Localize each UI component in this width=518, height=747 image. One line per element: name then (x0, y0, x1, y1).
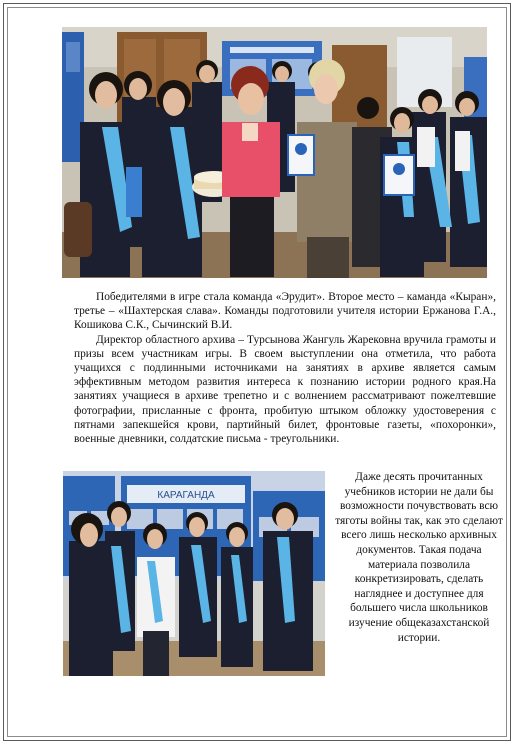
article-paragraph-winners: Победителями в игре стала команда «Эрудит». Второе место – каманда «Кыран», третье – «Шахтерская слава». Команды подготовили учителя истории Ержанова Г.А., Кошикова С.К., Сычинский В.И. (74, 291, 496, 332)
article-side-paragraph: Даже десять прочитанных учебников истории не дали бы возможности почувствовать всю тяготы войны так, как это сделают всего лишь несколько архивных документов. Такая подача материала позволила конкретизировать, сделать нагляднее и доступнее для большего числа школьников изучение общеказахстанской истории. (335, 471, 503, 644)
award-ceremony-photo (62, 27, 487, 278)
archive-exhibition-image (63, 471, 325, 676)
exhibition-banner-text: КАРАГАНДА (157, 490, 215, 501)
article-body (74, 290, 496, 446)
award-ceremony-image (62, 27, 487, 278)
archive-exhibition-photo (63, 471, 325, 676)
article-paragraph-director: Директор областного архива – Турсынова Жангуль Жарековна вручила грамоты и призы всем участникам игры. В своем выступлении она отметила, что работа учащихся с подлинными источниками на занятиях в архиве является самым эффективным методом развития интереса к познанию истории родного края.На занятиях учащиеся в архиве трепетно и с волнением рассматривают пожелтевшие фотографии, присланные с фронта, пробитую штыком обложку удостоверения с пятнами запекшейся крови, партийный билет, фронтовые газеты, «похоронки», военные дневники, солдатские письма - треугольники. (74, 333, 496, 446)
